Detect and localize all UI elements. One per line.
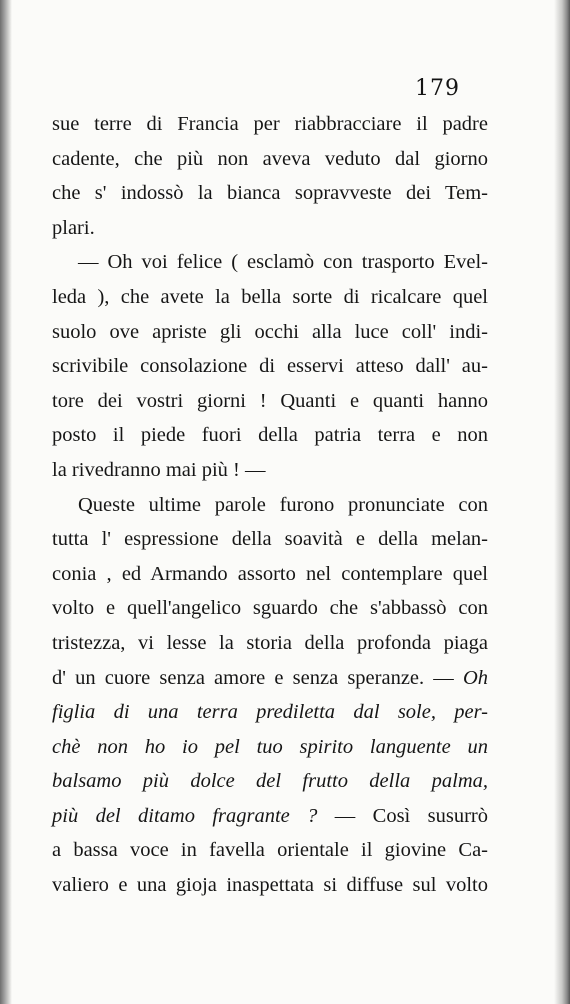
text-segment: valiero e una gioja inaspettata si diffuse sul volto xyxy=(52,874,488,897)
text-line xyxy=(52,349,488,384)
italic-text-segment: balsamo più dolce del frutto della palma, xyxy=(52,770,488,793)
text-segment: — Oh voi felice ( esclamò con trasporto Evel- xyxy=(78,251,488,274)
italic-text-segment: più del ditamo fragrante ? xyxy=(52,804,318,827)
text-line xyxy=(52,764,488,799)
text-line xyxy=(52,799,488,834)
text-segment: sue terre di Francia per riabbracciare il padre xyxy=(52,113,488,135)
text-segment: suolo ove apriste gli occhi alla luce coll' indi- xyxy=(52,320,488,343)
italic-text-segment: chè non ho io pel tuo spirito languente un xyxy=(52,735,488,758)
text-segment: plari. xyxy=(52,216,95,239)
text-segment: posto il piede fuori della patria terra e non xyxy=(52,424,488,447)
text-segment: tore dei vostri giorni ! Quanti e quanti hanno xyxy=(52,389,488,412)
text-line xyxy=(52,626,488,661)
text-line xyxy=(52,142,488,177)
page-body-text xyxy=(52,107,488,903)
text-line xyxy=(52,315,488,350)
text-line xyxy=(52,661,488,696)
text-segment: conia , ed Armando assorto nel contemplare quel xyxy=(52,562,488,585)
text-segment: Queste ultime parole furono pronunciate con xyxy=(78,493,488,516)
text-segment: cadente, che più non aveva veduto dal giorno xyxy=(52,147,488,170)
text-segment: la rivedranno mai più ! — xyxy=(52,458,266,481)
text-line xyxy=(52,557,488,592)
text-segment: tristezza, vi lesse la storia della profonda piaga xyxy=(52,631,488,654)
text-line xyxy=(52,868,488,903)
text-segment: che s' indossò la bianca sopravveste dei Tem- xyxy=(52,182,488,205)
text-line xyxy=(52,418,488,453)
italic-text-segment: Oh xyxy=(462,666,488,689)
text-segment: d' un cuore senza amore e senza speranze. — xyxy=(52,666,463,689)
text-line xyxy=(52,730,488,765)
italic-text-segment: figlia di una terra prediletta dal sole, per- xyxy=(52,701,488,724)
text-segment: a bassa voce in favella orientale il giovine Ca- xyxy=(52,839,488,862)
text-segment: — Così susurrò xyxy=(317,804,488,827)
text-line xyxy=(52,833,488,868)
text-segment: scrivibile consolazione di esservi atteso dall' au- xyxy=(52,355,488,378)
text-line xyxy=(52,591,488,626)
text-line xyxy=(52,211,488,246)
text-line xyxy=(52,453,488,488)
text-line xyxy=(52,245,488,280)
text-line xyxy=(52,488,488,523)
page-number: 179 xyxy=(415,76,460,101)
page-right-edge-shadow xyxy=(554,0,570,1004)
text-line xyxy=(52,522,488,557)
text-line xyxy=(52,384,488,419)
text-segment: tutta l' espressione della soavità e della melan- xyxy=(52,528,488,551)
page-left-edge-shadow xyxy=(0,0,12,1004)
text-segment: volto e quell'angelico sguardo che s'abbassò con xyxy=(52,597,488,620)
text-line xyxy=(52,107,488,142)
text-line xyxy=(52,280,488,315)
text-line xyxy=(52,695,488,730)
text-line xyxy=(52,176,488,211)
text-segment: leda ), che avete la bella sorte di ricalcare quel xyxy=(52,285,488,308)
